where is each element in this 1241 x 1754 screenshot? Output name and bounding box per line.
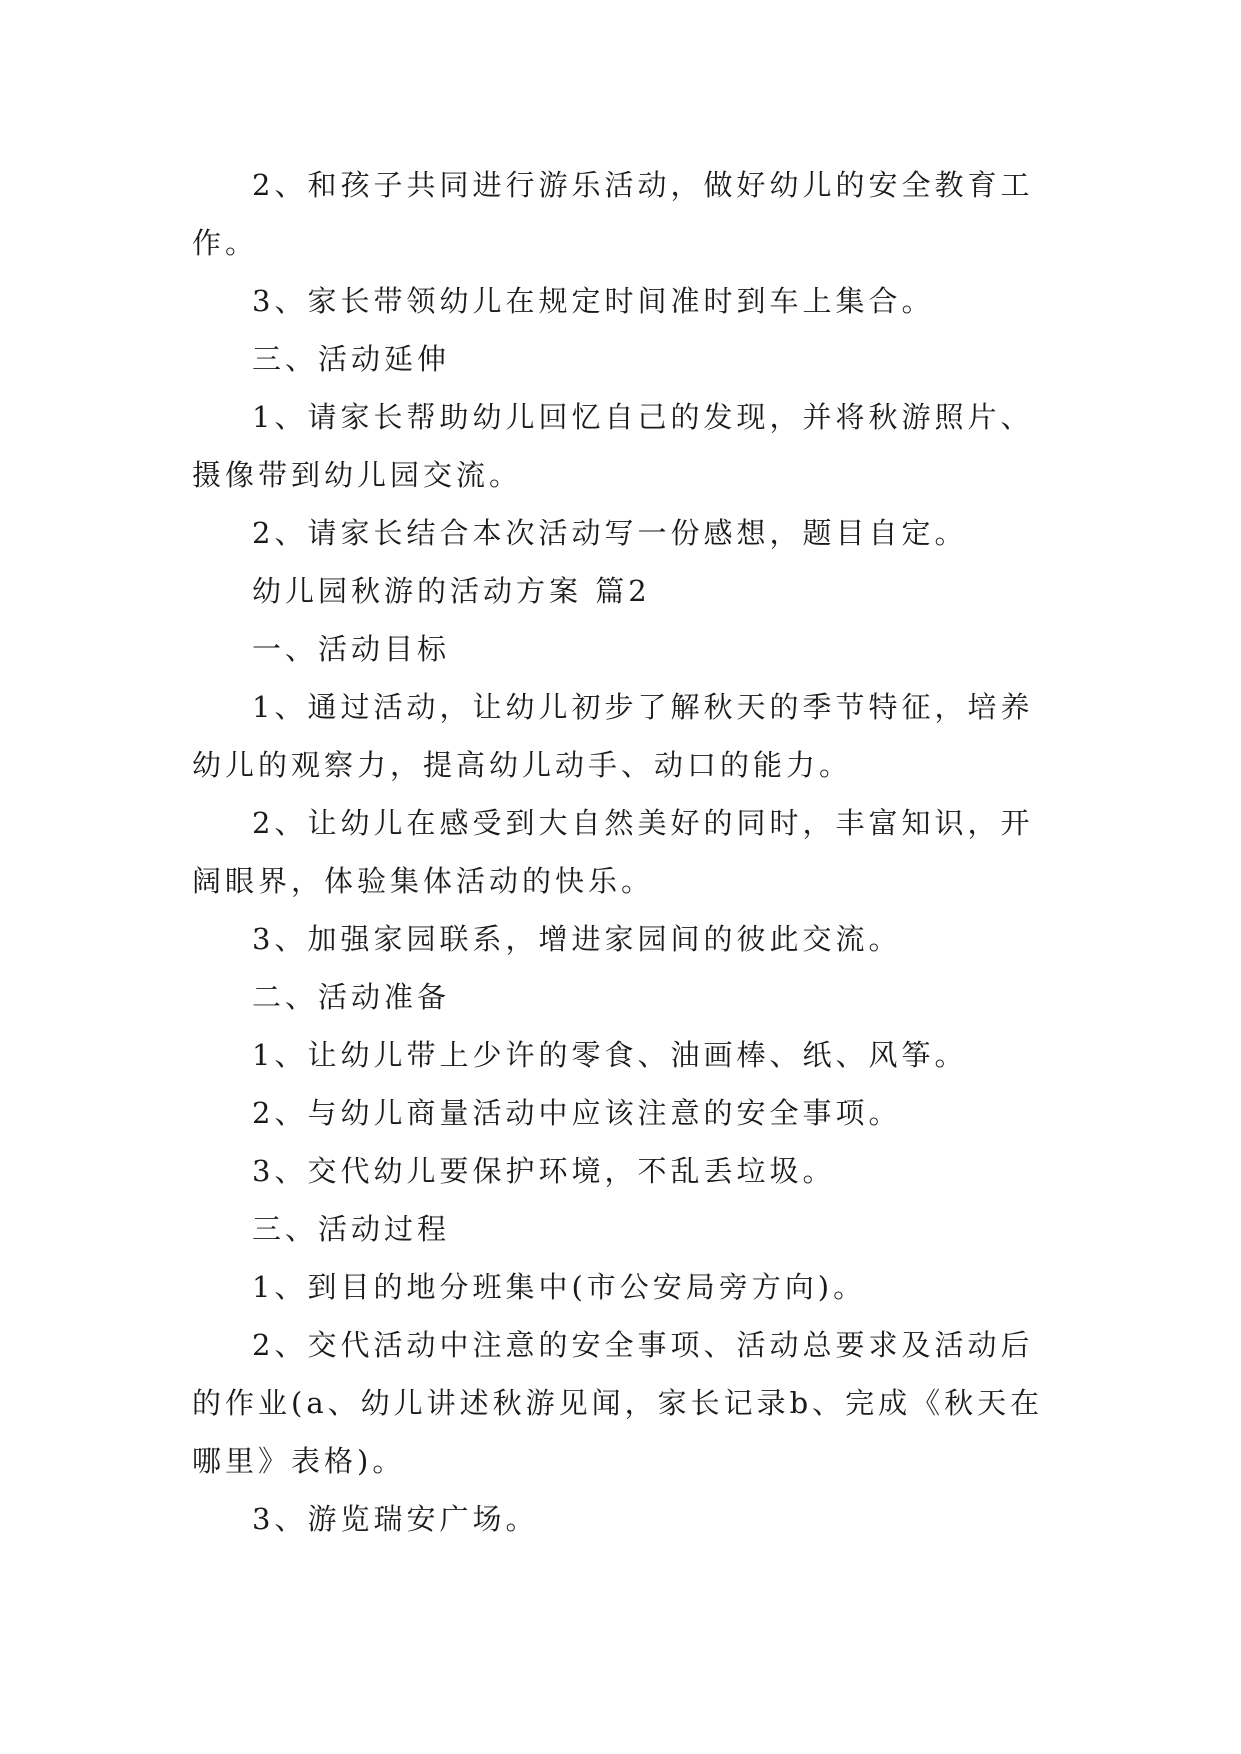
paragraph-goal-1: 1、通过活动，让幼儿初步了解秋天的季节特征，培养幼儿的观察力，提高幼儿动手、动口的能力。 [192, 690, 1034, 782]
section-heading-goals: 一、活动目标 [252, 632, 451, 666]
paragraph-prep-1: 1、让幼儿带上少许的零食、油画棒、纸、风筝。 [252, 1038, 968, 1072]
section-heading-extension: 三、活动延伸 [252, 342, 451, 376]
document-body [192, 156, 1052, 1548]
paragraph-process-1: 1、到目的地分班集中(市公安局旁方向)。 [252, 1270, 867, 1304]
paragraph-prep-2: 2、与幼儿商量活动中应该注意的安全事项。 [252, 1096, 902, 1130]
article-title-part2: 幼儿园秋游的活动方案 篇2 [252, 574, 651, 608]
paragraph-process-2: 2、交代活动中注意的安全事项、活动总要求及活动后的作业(a、幼儿讲述秋游见闻，家长记录b、完成《秋天在哪里》表格)。 [192, 1328, 1044, 1478]
paragraph-recall-discovery: 1、请家长帮助幼儿回忆自己的发现，并将秋游照片、摄像带到幼儿园交流。 [192, 400, 1034, 492]
paragraph-process-3: 3、游览瑞安广场。 [252, 1502, 539, 1536]
paragraph-goal-2: 2、让幼儿在感受到大自然美好的同时，丰富知识，开阔眼界，体验集体活动的快乐。 [192, 806, 1034, 898]
paragraph-activity-safety: 2、和孩子共同进行游乐活动，做好幼儿的安全教育工作。 [192, 168, 1034, 260]
paragraph-goal-3: 3、加强家园联系，增进家园间的彼此交流。 [252, 922, 902, 956]
paragraph-gather-on-time: 3、家长带领幼儿在规定时间准时到车上集合。 [252, 284, 935, 318]
section-heading-process: 三、活动过程 [252, 1212, 451, 1246]
paragraph-prep-3: 3、交代幼儿要保护环境，不乱丢垃圾。 [252, 1154, 836, 1188]
paragraph-write-reflection: 2、请家长结合本次活动写一份感想，题目自定。 [252, 516, 968, 550]
section-heading-preparation: 二、活动准备 [252, 980, 451, 1014]
